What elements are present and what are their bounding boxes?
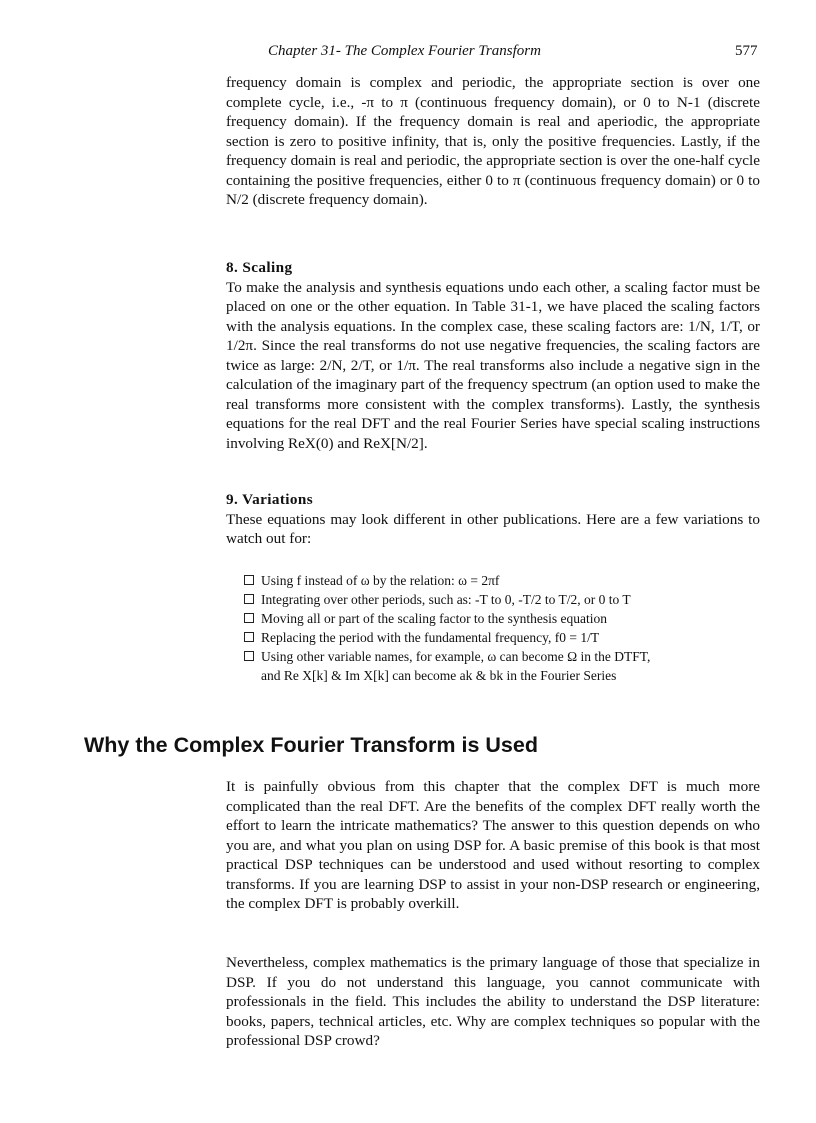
checkbox-bullet-icon	[244, 575, 254, 585]
list-item: Replacing the period with the fundamental frequency, f0 = 1/T	[244, 628, 764, 647]
chapter-title: Chapter 31- The Complex Fourier Transform	[268, 43, 541, 59]
list-item: Integrating over other periods, such as: -T to 0, -T/2 to T/2, or 0 to T	[244, 590, 764, 609]
running-header	[0, 43, 816, 63]
section-paragraph-2: Nevertheless, complex mathematics is the primary language of those that specialize in DSP. If you do not understand this language, you cannot communicate with professionals in the field. This includes the ability to understand the DSP literature: books, papers, technical articles, etc. Why are complex techniques so popular with the professional DSP crowd?	[226, 954, 760, 1049]
scaling-heading: 8. Scaling	[226, 259, 293, 276]
section-heading: Why the Complex Fourier Transform is Used	[84, 733, 538, 757]
checkbox-bullet-icon	[244, 594, 254, 604]
scaling-paragraph: To make the analysis and synthesis equations undo each other, a scaling factor must be placed on one or the other equation. In Table 31-1, we have placed the scaling factors with the analysis equations. In the complex case, these scaling factors are: 1/N, 1/T, or 1/2π. Since the real transforms do not use negative frequencies, the scaling factors are twice as large: 2/N, 2/T, or 1/π. The real transforms also include a negative sign in the calculation of the imaginary part of the frequency spectrum (an option used to make the real transforms more consistent with the complex transforms). Lastly, the synthesis equations for the real DFT and the real Fourier Series have special scaling instructions involving ReX(0) and ReX[N/2].	[226, 278, 760, 452]
page-number: 577	[735, 43, 758, 59]
list-item: Using other variable names, for example, ω can become Ω in the DTFT, and Re X[k] & Im X[k] can become ak & bk in the Fourier Series	[244, 647, 764, 685]
variations-list	[244, 571, 764, 685]
variations-heading: 9. Variations	[226, 491, 314, 508]
section-paragraph-1: It is painfully obvious from this chapter that the complex DFT is much more complicated than the real DFT. Are the benefits of the complex DFT really worth the effort to learn the intricate mathematics? The answer to this question depends on who you are, and what you plan on using DSP for. A basic premise of this book is that most practical DSP techniques can be understood and used without resorting to complex transforms. If you are learning DSP to assist in your non-DSP research or engineering, the complex DFT is probably overkill.	[226, 778, 760, 912]
section-paragraph-1-block	[226, 777, 760, 914]
variations-section	[226, 490, 760, 549]
checkbox-bullet-icon	[244, 613, 254, 623]
list-item: Using f instead of ω by the relation: ω = 2πf	[244, 571, 764, 590]
intro-paragraph: frequency domain is complex and periodic, the appropriate section is over one complete cycle, i.e., -π to π (continuous frequency domain), or 0 to N-1 (discrete frequency domain). If the frequency domain is real and aperiodic, the appropriate section is zero to positive infinity, that is, only the positive frequencies. Lastly, if the frequency domain is real and periodic, the appropriate section is over the one-half cycle containing the positive frequencies, either 0 to π (continuous frequency domain) or 0 to N/2 (discrete frequency domain).	[226, 74, 760, 208]
intro-paragraph-block	[226, 73, 760, 210]
list-item-continuation: and Re X[k] & Im X[k] can become ak & bk in the Fourier Series	[261, 668, 617, 683]
section-paragraph-2-block	[226, 953, 760, 1051]
variations-intro: These equations may look different in other publications. Here are a few variations to watch out for:	[226, 510, 760, 547]
checkbox-bullet-icon	[244, 651, 254, 661]
scaling-section	[226, 258, 760, 453]
list-item: Moving all or part of the scaling factor to the synthesis equation	[244, 609, 764, 628]
checkbox-bullet-icon	[244, 632, 254, 642]
